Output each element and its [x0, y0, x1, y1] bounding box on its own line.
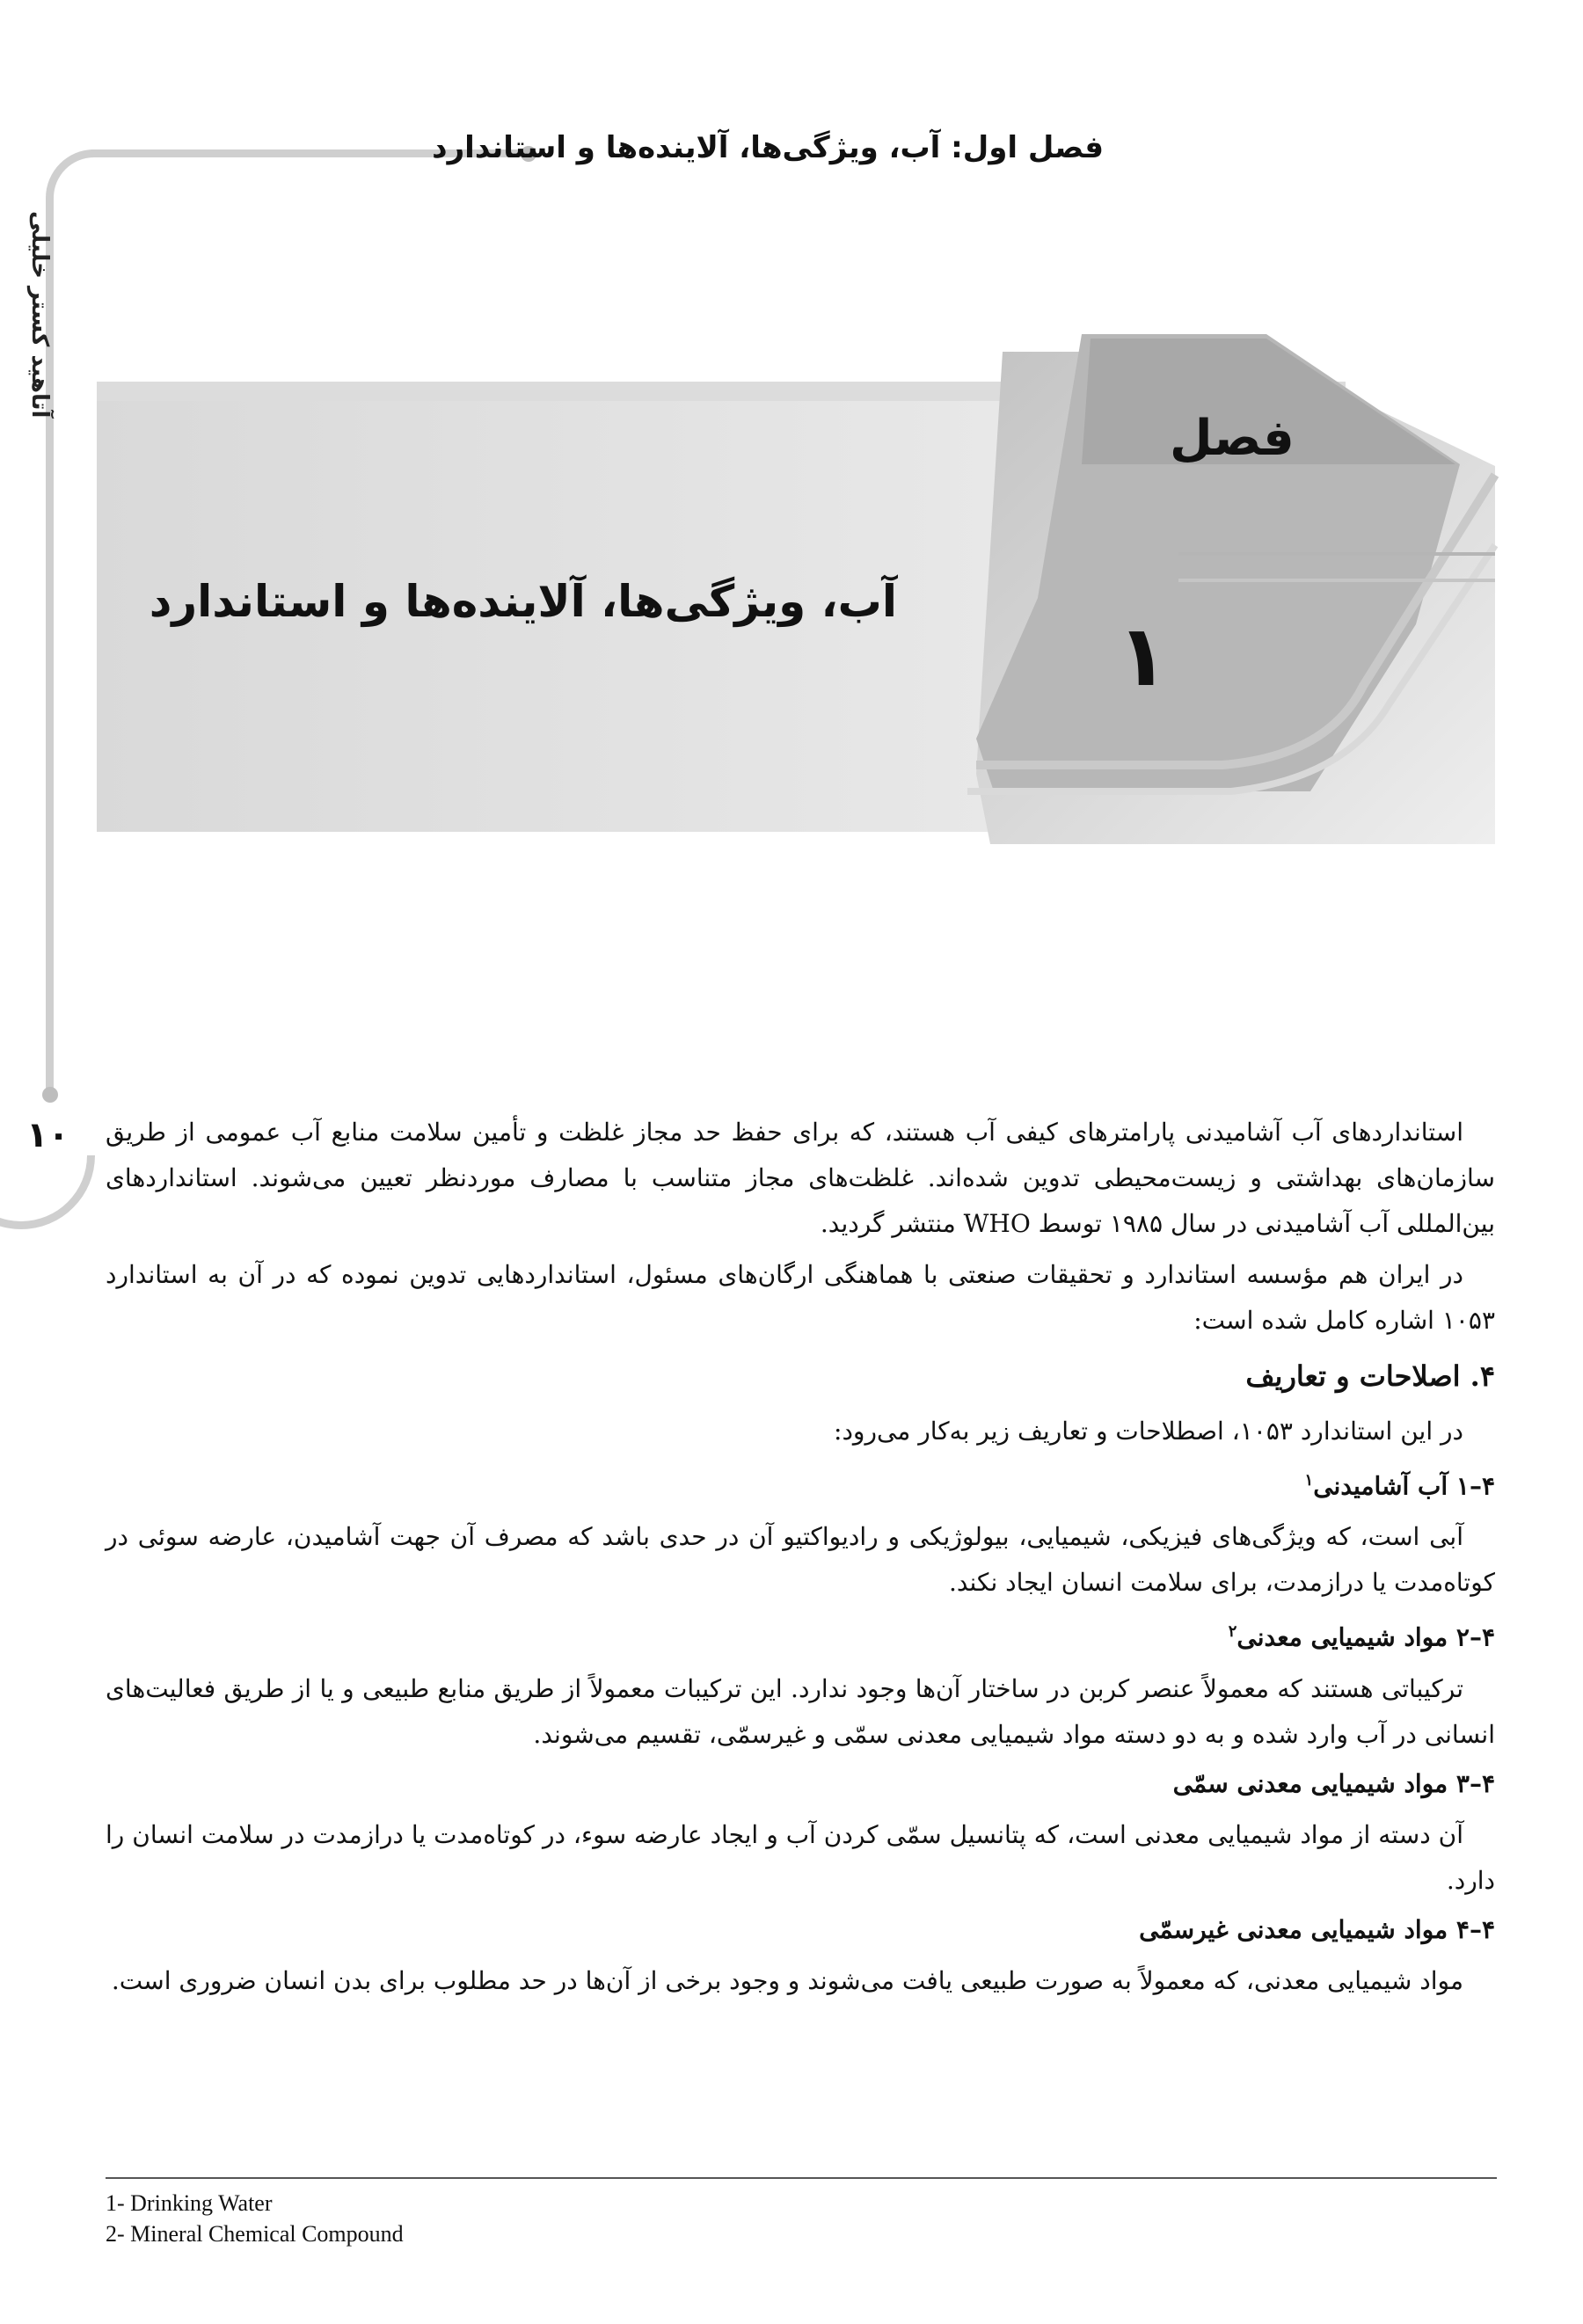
running-header-title: فصل اول: آب، ویژگی‌ها، آلاینده‌ها و استاندارد — [432, 130, 1104, 165]
intro-paragraph: استانداردهای آب آشامیدنی پارامترهای کیفی آب هستند، که برای حفظ حد مجاز غلظت و تأمین سلامت منابع آب عمومی از طریق سازمان‌های بهداشتی و زیست‌محیطی تدوین شده‌اند. غلظت‌های مجاز متناسب با مصارف موردنظر تعیین می‌شوند. استانداردهای بین‌المللی آب آشامیدنی در سال ۱۹۸۵ توسط WHO منتشر گردید. — [106, 1118, 1495, 1238]
intro-paragraph: در ایران هم مؤسسه استاندارد و تحقیقات صنعتی با هماهنگی ارگان‌های مسئول، استانداردهایی تدوین نموده که در آن به استاندارد ۱۰۵۳ اشاره کامل شده است: — [106, 1260, 1495, 1335]
subsection-heading — [106, 1460, 1495, 1507]
subsection-heading — [106, 1909, 1495, 1951]
page-number: ۱۰ — [26, 1115, 69, 1155]
subsection-heading-text: ۴–۴ مواد شیمیایی معدنی غیرسمّی — [1139, 1914, 1495, 1944]
subsection-text: ترکیباتی هستند که معمولاً عنصر کربن در ساختار آن‌ها وجود ندارد. این ترکیبات معمولاً از طریق منابع طبیعی و یا از طریق فعالیت‌های انسانی در آب وارد شده و به دو دسته مواد شیمیایی معدنی سمّی و غیرسمّی، تقسیم می‌شوند. — [106, 1673, 1495, 1749]
chapter-title: آب، ویژگی‌ها، آلاینده‌ها و استاندارد — [149, 576, 897, 627]
subsection-text: آبی است، که ویژگی‌های فیزیکی، شیمیایی، بیولوژیکی و رادیواکتیو آن در حدی باشد که مصرف آن جهت آشامیدن، عارضه سوئی در کوتاه‌مدت یا درازمدت، برای سلامت انسان ایجاد نکند. — [106, 1522, 1495, 1598]
footnotes — [106, 2188, 404, 2249]
subsection-heading-text: ۴–۲ مواد شیمیایی معدنی — [1236, 1622, 1495, 1652]
side-author-label: آتاهید کستر خلیلی — [26, 211, 53, 419]
subsection-heading-text: ۴–۱ آب آشامیدنی — [1313, 1471, 1495, 1501]
footnote-item: 1- Drinking Water — [106, 2190, 273, 2216]
footnote-ref: ۲ — [1228, 1622, 1237, 1642]
subsection-heading — [106, 1611, 1495, 1658]
section-intro: در این استاندارد ۱۰۵۳، اصطلاحات و تعاریف زیر به‌کار می‌رود: — [834, 1417, 1463, 1446]
footnote-item: 2- Mineral Chemical Compound — [106, 2221, 404, 2247]
subsection-heading-text: ۴–۳ مواد شیمیایی معدنی سمّی — [1172, 1768, 1495, 1798]
body-content — [106, 1110, 1495, 2009]
subsection-heading — [106, 1763, 1495, 1805]
subsection-text: آن دسته از مواد شیمیایی معدنی است، که پتانسیل سمّی کردن آب و ایجاد عارضه سوء، در کوتاه‌مدت یا درازمدت در سلامت انسان را دارد. — [106, 1819, 1495, 1895]
chapter-label: فصل — [1170, 410, 1295, 467]
section-heading: ۴. اصلاحات و تعاریف — [1245, 1359, 1495, 1393]
header-frame-corner — [46, 149, 106, 210]
subsection-text: مواد شیمیایی معدنی، که معمولاً به صورت طبیعی یافت می‌شوند و وجود برخی از آن‌ها در حد مطلوب برای بدن انسان ضروری است. — [111, 1965, 1463, 1995]
chapter-number: ۱ — [1117, 607, 1169, 705]
footnote-ref: ۱ — [1304, 1471, 1314, 1490]
footnote-rule — [106, 2177, 1497, 2179]
